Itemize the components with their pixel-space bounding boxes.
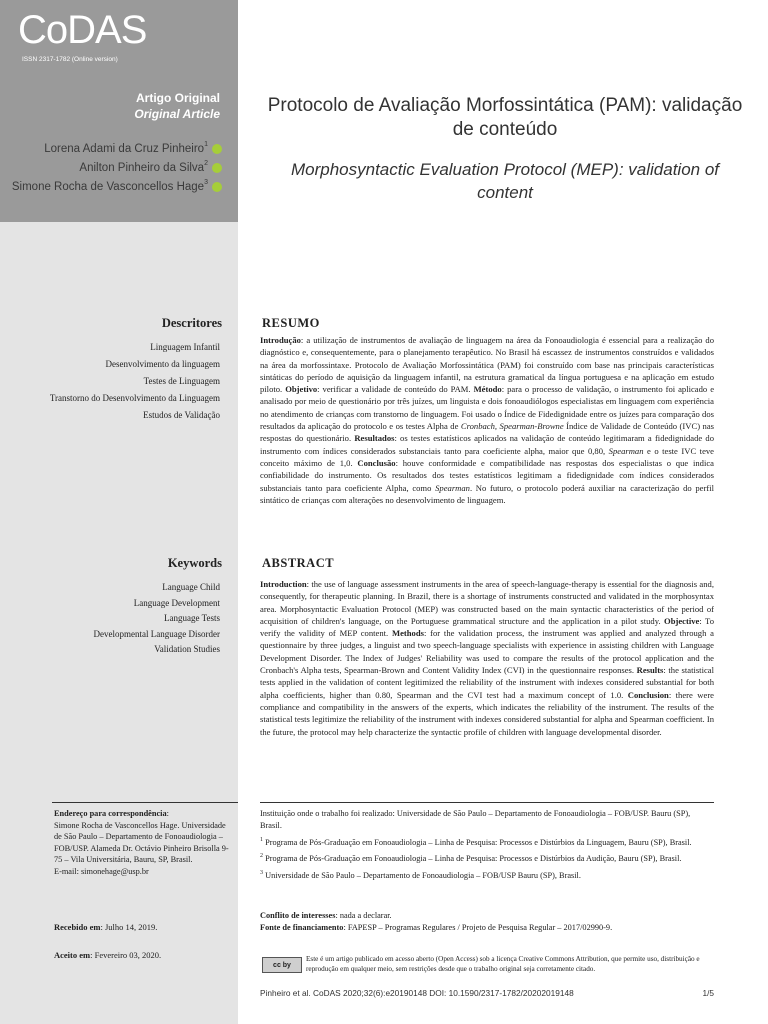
received-label: Recebido em	[54, 922, 101, 932]
label: Conclusão	[357, 457, 396, 468]
correspondence-text: Simone Rocha de Vasconcellos Hage. Universidade de São Paulo – Departamento de Fonoaudiologia – FOB/USP. Alameda Dr. Octávio Pinheiro Brisolla 9-75 – Vila Universitária, Bauru, SP, Brasil.	[54, 820, 229, 864]
orcid-icon[interactable]	[212, 182, 222, 192]
author-list	[0, 139, 238, 196]
resumo-body	[260, 334, 714, 506]
text: : for the validation process, the instrument was applied and analyzed through a questionnaire by three judges, a linguist and two speech-language specialists with experience in assisting children with Language Development Disorder. The Index of Judges' Reliability was used to compare the results of the protocol application and the Cronbach's Alpha tests, Spearman-Brown and Content Validity Index (CVI) in the questionnaire responses.	[260, 628, 714, 676]
descritor-item: Desenvolvimento da linguagem	[105, 359, 220, 369]
keyword-item: Language Tests	[164, 613, 220, 623]
author-affiliation-mark: 3	[204, 179, 208, 186]
text: e o teste IVC teve conceito máximo de 1,0.	[260, 445, 714, 468]
text: : os testes estatísticos aplicados na validação de conteúdo legitimaram a fidedignidade do instrumento com índices considerados substanciais tanto para coeficiente alpha, maior que 0,80,	[260, 433, 714, 456]
author-affiliation-mark: 1	[204, 141, 208, 148]
label: Objective	[664, 615, 700, 626]
text: : a utilização de instrumentos de avaliação de linguagem na área da Fonoaudiologia é essencial para a realização do diagnóstico e, consequentemente, para o planejamento terapêutico. No Brasil há escassez de instrumentos construídos e validados na área da morfossintaxe. Protocolo de Avaliação Morfossintática (PAM) foi construído com base nas principais características sintáticas do período de aquisição da linguagem infantil, na estrutura gramatical da língua portuguesa e na aplicação em estudo piloto.	[260, 335, 714, 395]
text: Índice de Validade de Conteúdo (IVC) nas respostas do questionário.	[260, 421, 714, 444]
author-item	[0, 177, 238, 196]
text: . No futuro, o protocolo poderá auxiliar na caracterização do perfil sintático de crianças com alterações no desenvolvimento de linguagem.	[260, 482, 714, 505]
abstract-heading: ABSTRACT	[262, 556, 335, 570]
author-item	[0, 158, 238, 177]
text: : the use of language assessment instruments in the area of speech-language-therapy is essential for the diagnosis and, consequently, for therapeutic planning. In Brazil, there is a shortage of instruments constructed and validated in the morphosyntax area. Morphosyntactic Evaluation Protocol (MEP) was constructed based on the main syntactic characteristics of the period of acquisition of children's language, on the Portuguese grammatical structure and the application in a pilot study.	[260, 579, 714, 626]
title-portuguese: Protocolo de Avaliação Morfossintática (PAM): validação de conteúdo	[267, 95, 743, 140]
author-name: Anilton Pinheiro da Silva	[79, 161, 205, 174]
text: : verificar a validade de conteúdo do PAM.	[317, 384, 474, 395]
correspondence-email[interactable]: E-mail: simonehage@usp.br	[54, 866, 149, 876]
affiliation-text: Universidade de São Paulo – Departamento de Fonoaudiologia – FOB/USP Bauru (SP), Brasil.	[263, 870, 581, 880]
orcid-icon[interactable]	[212, 163, 222, 173]
keywords-list	[40, 580, 220, 656]
divider	[52, 802, 238, 803]
keyword-item: Language Development	[133, 597, 220, 608]
article-type-en: Original Article	[134, 107, 220, 121]
affiliation-item	[260, 851, 714, 865]
cc-by-license-icon[interactable]: cc by	[262, 957, 302, 973]
keyword-item: Validation Studies	[154, 644, 220, 654]
correspondence-label: Endereço para correspondência	[54, 809, 167, 818]
citation: Pinheiro et al. CoDAS 2020;32(6):e20190148 DOI: 10.1590/2317-1782/20202019148	[260, 988, 574, 998]
correspondence	[54, 808, 234, 877]
keyword-item: Language Child	[162, 582, 220, 592]
label: Método	[473, 384, 502, 395]
text: : houve conformidade e compatibilidade nas respostas dos especialistas o que indica confiabilidade do instrumento. Os resultados dos testes estatísticos legitimam a fidedignidade com índices considerados substanciais tanto para coeficiente Alpha, como	[260, 457, 714, 493]
author-affiliation-mark: 2	[204, 160, 208, 167]
descritor-item: Linguagem Infantil	[150, 342, 220, 352]
author-name: Simone Rocha de Vasconcellos Hage	[11, 180, 205, 193]
text: Spearman	[608, 445, 644, 456]
journal-logo: CoDAS	[18, 8, 147, 52]
accepted-label: Aceito em	[54, 950, 91, 960]
keyword-item: Developmental Language Disorder	[93, 628, 220, 639]
text: : To verify the validity of MEP content.	[260, 615, 714, 639]
text: : there were compliance and compatibility in the answers of the experts, which indicates the reliability of the instrument. The results of the statistical tests legitimize the reliability of the instrument with indexes considered substantial for alpha and Spearman coefficient. In the future, the protocol may help characterize the syntactic profile of children with language developmental disorder.	[260, 689, 714, 737]
label: Introdução	[260, 335, 301, 345]
resumo-heading: RESUMO	[262, 316, 320, 330]
descritor-item: Transtorno do Desenvolvimento da Linguagem	[49, 393, 220, 403]
article-type-pt: Artigo Original	[136, 91, 220, 105]
page-footer	[260, 988, 714, 998]
abstract-body	[260, 578, 714, 738]
article-type	[0, 90, 220, 122]
affiliation-sup: 3	[260, 869, 263, 876]
conflict-funding	[260, 910, 714, 934]
orcid-icon[interactable]	[212, 144, 222, 154]
label: Objetivo	[285, 384, 318, 395]
label: Results	[636, 665, 664, 676]
funding-text: : FAPESP – Programas Regulares / Projeto de Pesquisa Regular – 2017/02990-9.	[343, 923, 613, 932]
conflict-text: : nada a declarar.	[335, 911, 392, 920]
title-english: Morphosyntactic Evaluation Protocol (MEP): validation of content	[290, 160, 720, 202]
divider	[260, 802, 714, 803]
affiliation-sup: 1	[260, 836, 263, 843]
conflict-line	[260, 910, 714, 922]
affiliation-sup: 2	[260, 853, 263, 860]
descritor-item: Estudos de Validação	[143, 410, 220, 420]
text: : para o processo de validação, o instrumento foi aplicado e analisado por meio de questionário por três juízes, um linguista e dois fonoaudiólogos especialistas em linguagem com experiência no atendimento de crianças com transtorno de linguagem. Foi usado o Índice de Fidedignidade entre os juízes para comparação dos resultados da aplicação do protocolo e os testes Alpha de	[260, 384, 715, 432]
received-date	[54, 922, 157, 932]
author-name: Lorena Adami da Cruz Pinheiro	[44, 142, 205, 155]
text: Spearman	[435, 482, 470, 493]
received-value: : Julho 14, 2019.	[100, 922, 158, 932]
keywords-heading: Keywords	[167, 556, 222, 570]
affiliation-item	[260, 868, 714, 882]
label: Resultados	[354, 433, 395, 444]
conflict-label: Conflito de interesses	[260, 911, 336, 920]
text: : the statistical tests applied in the validation of content legitimized the reliability of the instrument with indexes considered substantial for both alpha coefficients, higher than 0.80, Spearman and the CVI test had a maximum concept of 1.0.	[260, 665, 714, 700]
license-text: Este é um artigo publicado em acesso aberto (Open Access) sob a licença Creative Commons Attribution, que permite uso, distribuição e reprodução em qualquer meio, sem restrições desde que o trabalho original seja corretamente citado.	[306, 955, 700, 973]
funding-label: Fonte de financiamento	[260, 923, 344, 932]
institution-text: Instituição onde o trabalho foi realizado: Universidade de São Paulo – Departamento de Fonoaudiologia – FOB/USP. Bauru (SP), Brasil.	[260, 809, 691, 830]
affiliation-text: Programa de Pós-Graduação em Fonoaudiologia – Linha de Pesquisa: Processos e Distúrbios da Linguagem, Bauru (SP), Brasil.	[263, 837, 692, 847]
page-number: 1/5	[702, 988, 714, 998]
accepted-value: : Fevereiro 03, 2020.	[90, 950, 162, 960]
text: Cronbach, Spearman-Browne	[460, 421, 564, 432]
affiliations	[260, 808, 714, 884]
affiliation-text: Programa de Pós-Graduação em Fonoaudiologia – Linha de Pesquisa: Processos e Distúrbios da Audição, Bauru (SP), Brasil.	[263, 853, 682, 863]
issn-text: ISSN 2317-1782 (Online version)	[22, 56, 118, 63]
descritores-list	[40, 340, 220, 422]
text: :	[166, 809, 169, 818]
label: Conclusion	[627, 689, 669, 700]
label: Methods	[391, 628, 424, 639]
author-item	[0, 139, 238, 158]
affiliation-item	[260, 835, 714, 849]
descritores-heading: Descritores	[161, 316, 222, 330]
label: Introduction	[260, 579, 307, 589]
accepted-date	[54, 950, 161, 960]
funding-line	[260, 922, 714, 934]
descritor-item: Testes de Linguagem	[143, 376, 220, 386]
